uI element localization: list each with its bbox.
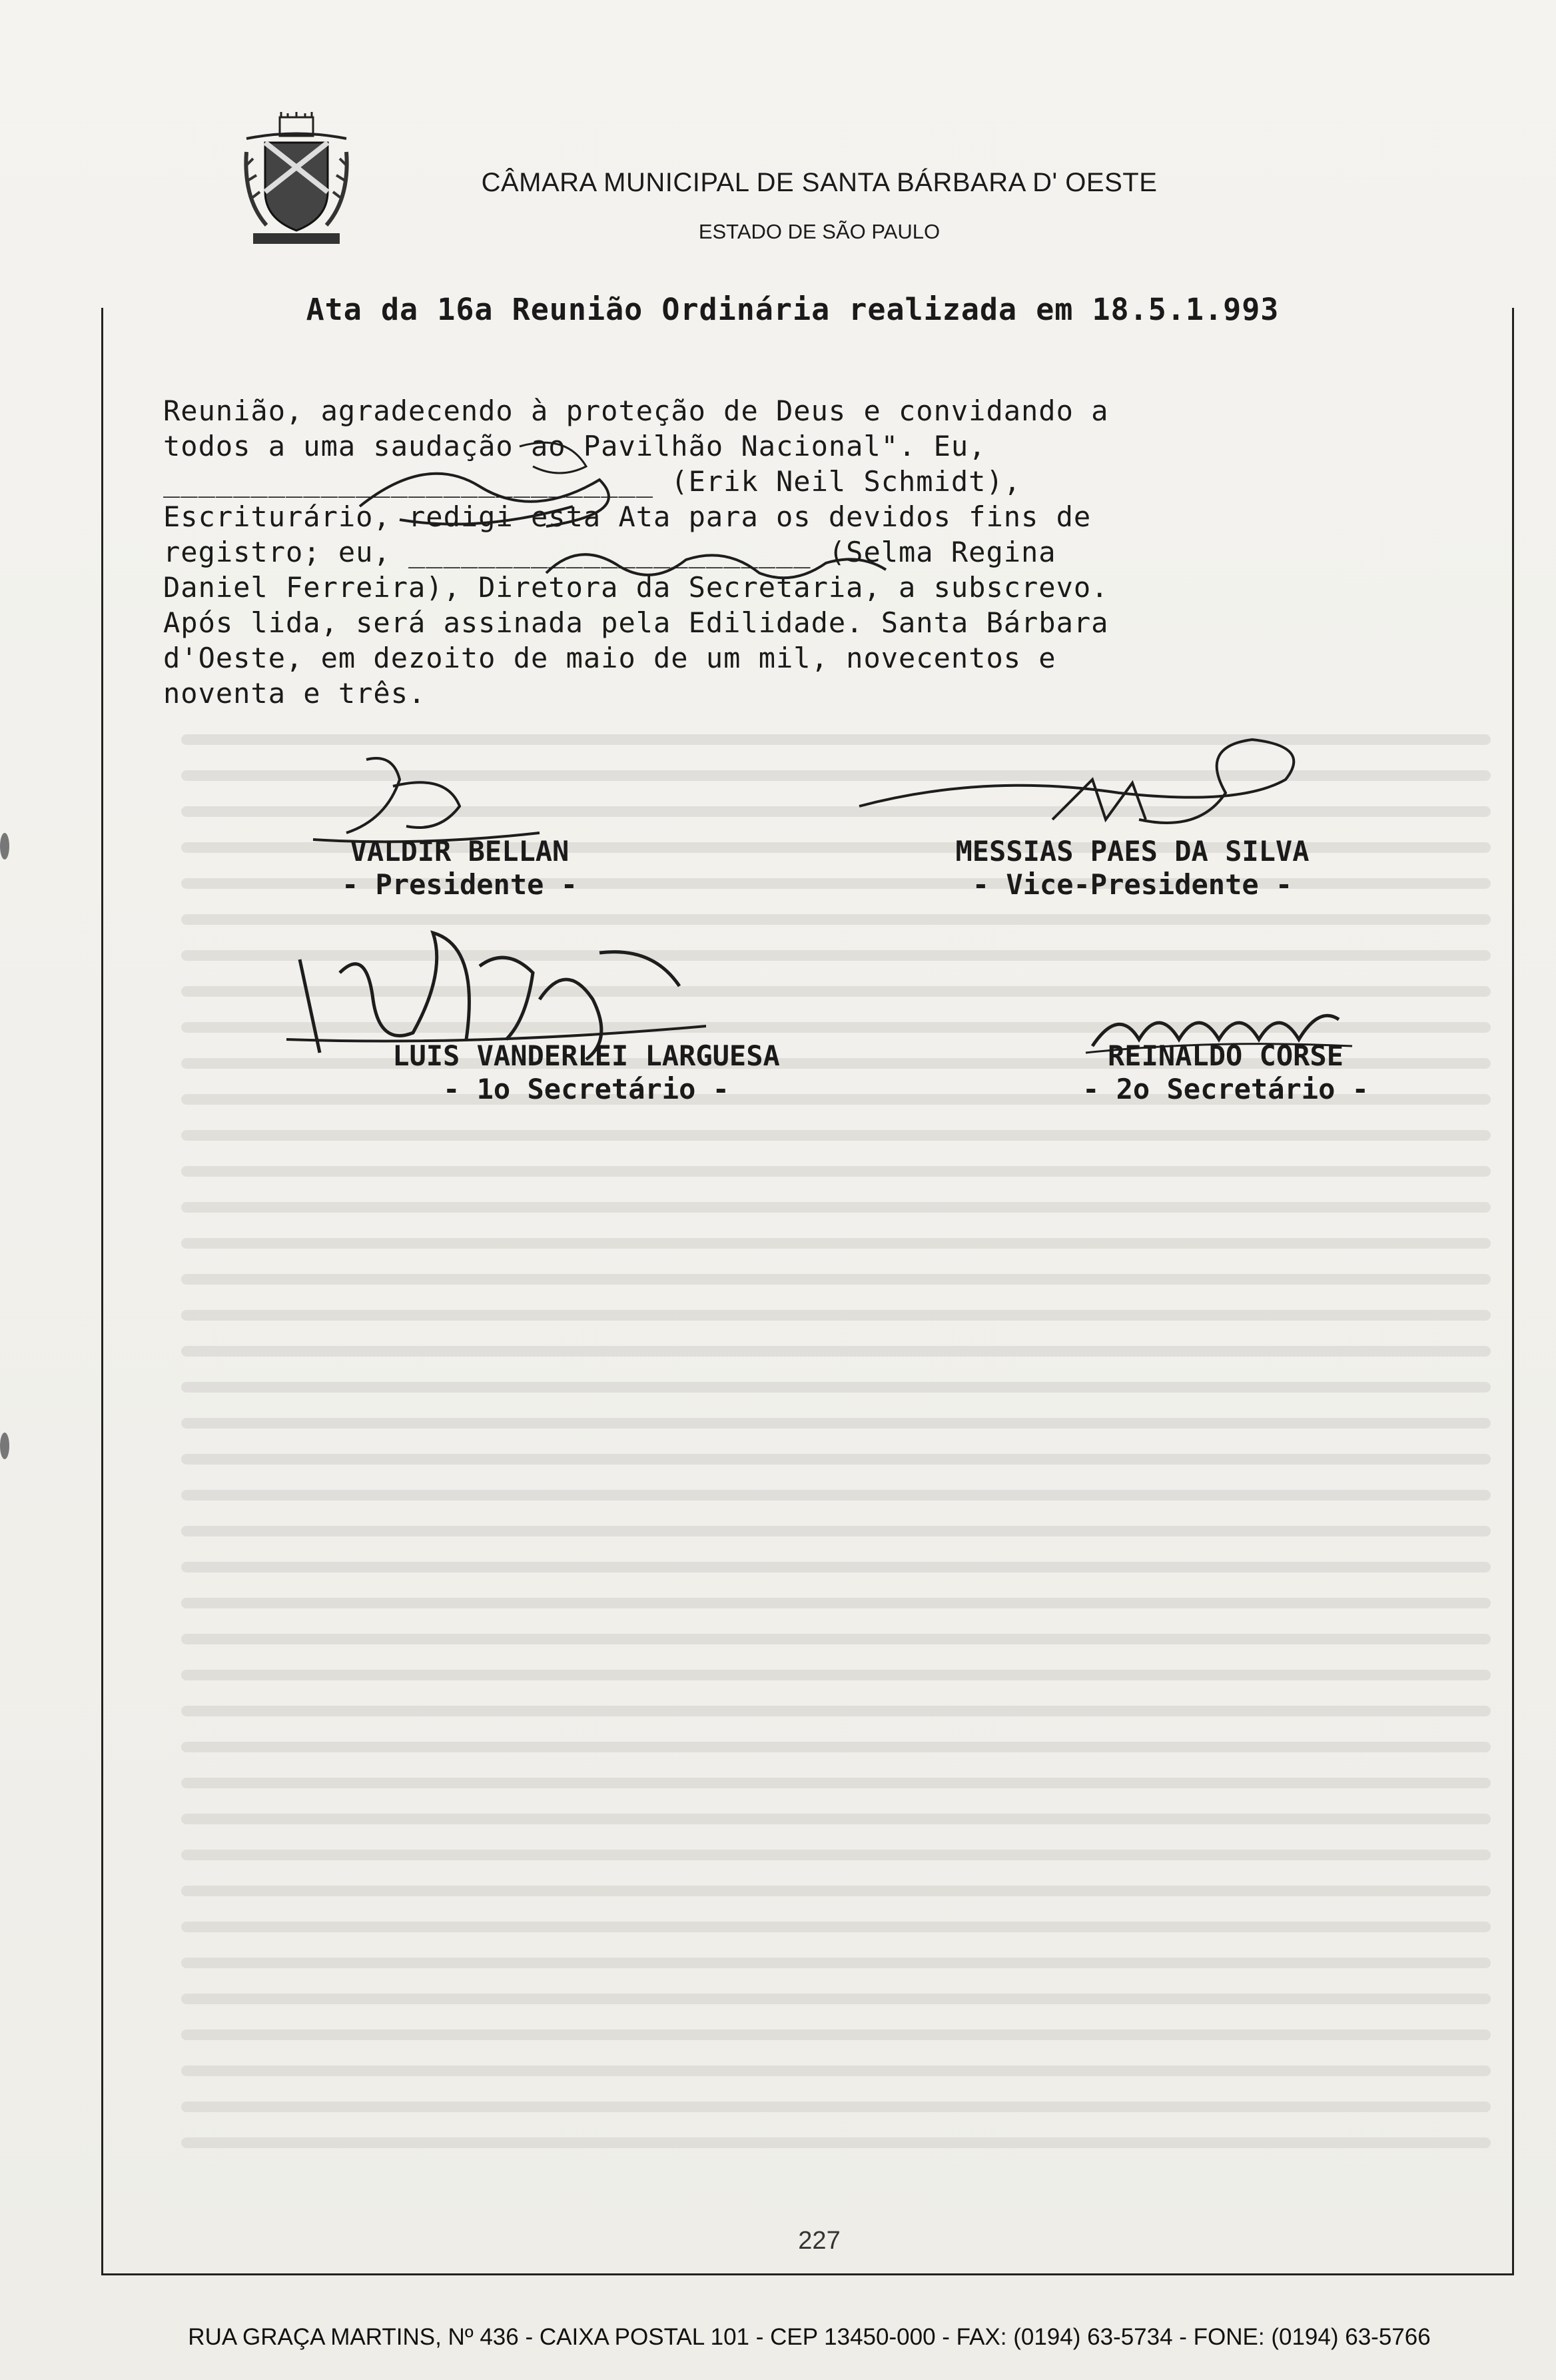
bleed-through-background <box>180 720 1505 2232</box>
body-line: Reunião, agradecendo à proteção de Deus e convidando a <box>163 394 1109 427</box>
left-border-line <box>101 308 103 2273</box>
signatory-role: - Presidente - <box>341 868 578 901</box>
bleed-through-texture <box>180 720 1505 2232</box>
body-line: ____________________________ (Erik Neil Schmidt), <box>163 465 1022 498</box>
body-line: Daniel Ferreira), Diretora da Secretaria, a subscrevo. <box>163 571 1109 604</box>
body-line: noventa e três. <box>163 677 426 710</box>
institution-state: ESTADO DE SÃO PAULO <box>698 220 941 243</box>
institution-title: CÂMARA MUNICIPAL DE SANTA BÁRBARA D' OESTE <box>481 168 1158 197</box>
minutes-body <box>163 393 1462 711</box>
binding-hole-mark <box>0 833 9 860</box>
body-line: d'Oeste, em dezoito de maio de um mil, novecentos e <box>163 642 1056 674</box>
page-number: 227 <box>798 2227 841 2255</box>
signatory-role: - 2o Secretário - <box>1082 1073 1369 1105</box>
signatory-name: LUIS VANDERLEI LARGUESA <box>392 1039 780 1072</box>
signatory-role: - 1o Secretário - <box>443 1073 729 1105</box>
signatory-second-secretary <box>992 1039 1459 1106</box>
footer-address: RUA GRAÇA MARTINS, Nº 436 - CAIXA POSTAL 101 - CEP 13450-000 - FAX: (0194) 63-5734 - FONE: (0194) 63-5766 <box>188 2324 1431 2350</box>
bottom-border-line <box>101 2273 1514 2275</box>
body-line: todos a uma saudação ao Pavilhão Nacional". Eu, <box>163 430 986 462</box>
signatory-role: - Vice-Presidente - <box>972 868 1293 901</box>
body-line: Escriturário, redigi esta Ata para os devidos fins de <box>163 500 1092 533</box>
body-line: Após lida, será assinada pela Edilidade. Santa Bárbara <box>163 606 1109 639</box>
coat-of-arms-seal <box>240 112 353 249</box>
body-line: registro; eu, _______________________ (Selma Regina <box>163 536 1056 568</box>
minutes-title: Ata da 16a Reunião Ordinária realizada em 18.5.1.993 <box>306 292 1280 327</box>
binding-hole-mark <box>0 1433 9 1459</box>
right-border-line <box>1512 308 1514 2273</box>
signatory-vice-president <box>866 835 1399 901</box>
signatory-first-secretary <box>253 1039 919 1106</box>
signatory-name: MESSIAS PAES DA SILVA <box>955 835 1310 868</box>
signatory-name: VALDIR BELLAN <box>350 835 570 868</box>
signatory-president <box>286 835 633 901</box>
signatory-name: REINALDO CORSE <box>1107 1039 1344 1072</box>
